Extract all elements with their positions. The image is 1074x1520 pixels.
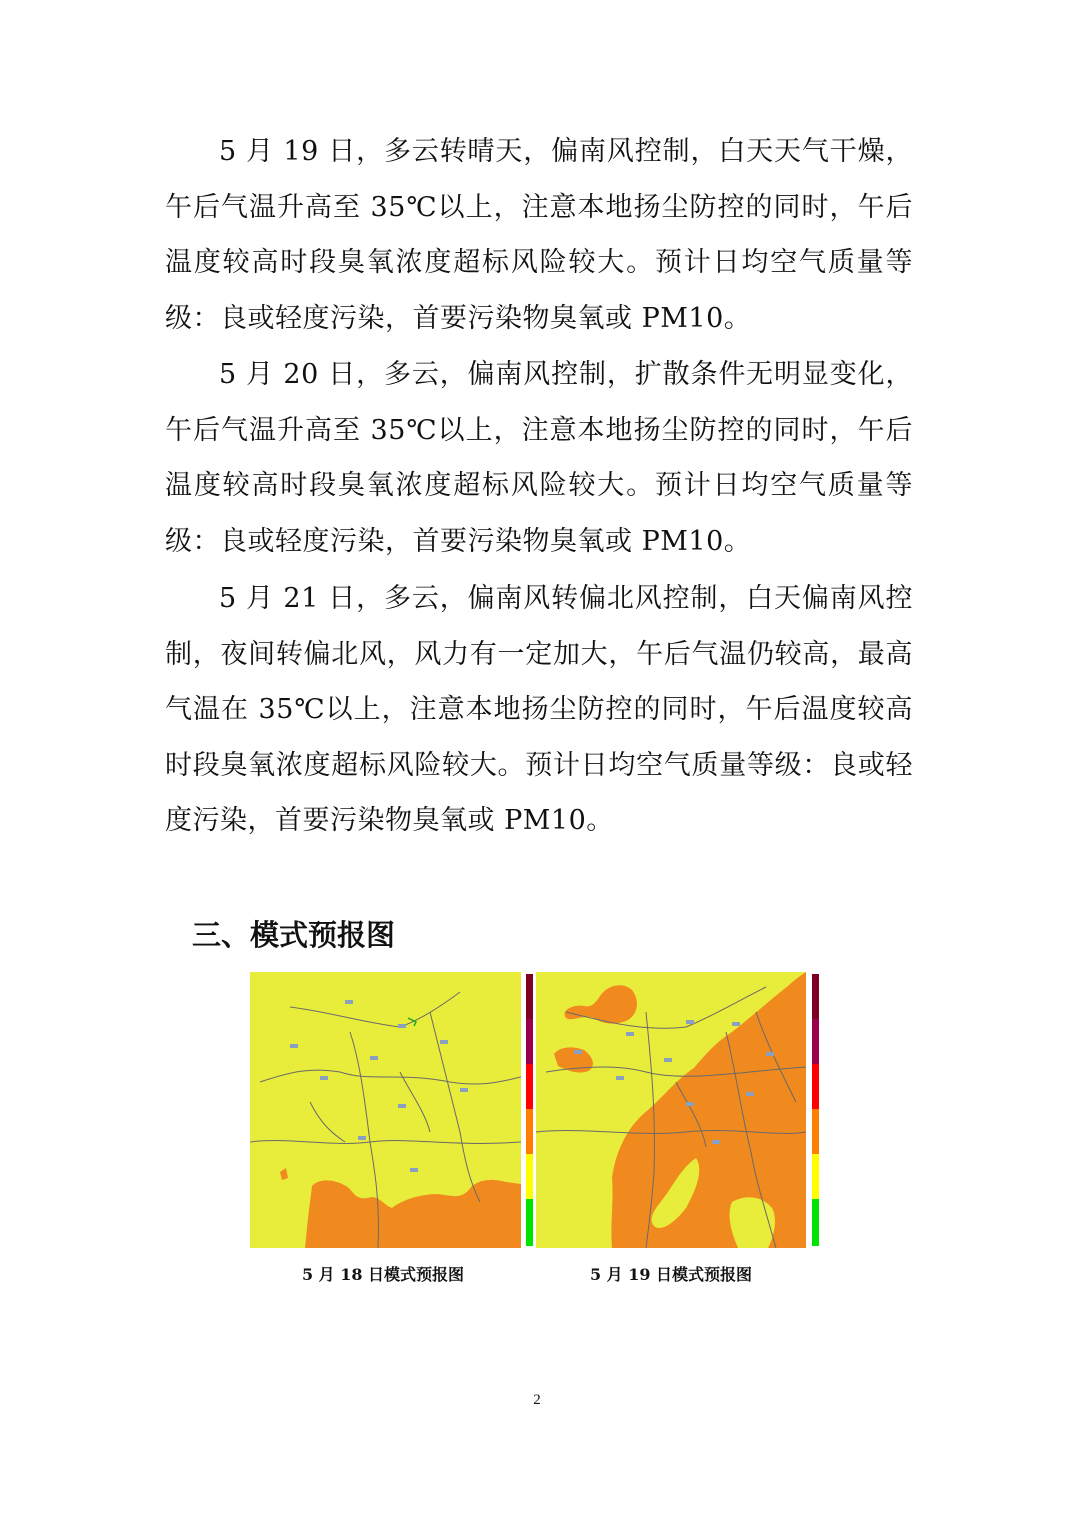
- figure-caption-may-19: 5 月 19 日模式预报图: [589, 1265, 753, 1284]
- page-number: 2: [533, 1392, 541, 1408]
- forecast-map-may-18: [250, 972, 535, 1248]
- color-legend-bar: [812, 974, 819, 1246]
- forecast-map-may-19: [536, 972, 821, 1248]
- paragraph-may-19: 5 月 19 日，多云转晴天，偏南风控制，白天天气干燥，午后气温升高至 35℃以上，注意本地扬尘防控的同时，午后温度较高时段臭氧浓度超标风险较大。预计日均空气质量等级：良或轻度污染，首要污染物臭氧或 PM10。: [165, 136, 913, 334]
- paragraph-may-20: 5 月 20 日，多云，偏南风控制，扩散条件无明显变化，午后气温升高至 35℃以上，注意本地扬尘防控的同时，午后温度较高时段臭氧浓度超标风险较大。预计日均空气质量等级：良或轻度污染，首要污染物臭氧或 PM10。: [165, 359, 913, 557]
- figure-caption-may-18: 5 月 18 日模式预报图: [301, 1265, 465, 1284]
- color-legend-bar: [526, 974, 533, 1246]
- paragraph-may-21: 5 月 21 日，多云，偏南风转偏北风控制，白天偏南风控制，夜间转偏北风，风力有一定加大，午后气温仍较高，最高气温在 35℃以上，注意本地扬尘防控的同时，午后温度较高时段臭氧浓度超标风险较大。预计日均空气质量等级：良或轻度污染，首要污染物臭氧或 PM10。: [165, 583, 913, 836]
- section-heading: 三、模式预报图: [192, 918, 396, 952]
